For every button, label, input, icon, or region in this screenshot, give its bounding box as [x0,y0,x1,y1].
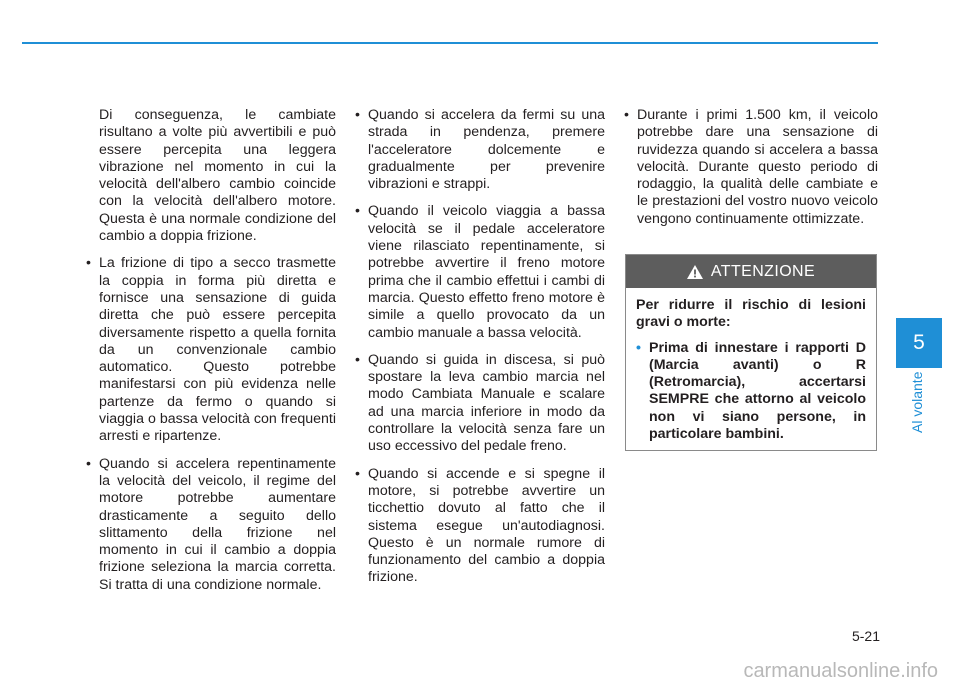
list-item: • La frizione di tipo a secco trasmette la coppia in forma più diretta e fornisce una sensazione di guida diretta che può essere percepita diversamente rispetto a quella fornita da un convenzionale cambio automatico. Questo potrebbe manifestarsi con più evidenza nelle partenze da fermo o quando si viaggia o bassa velocità con frequenti arresti e ripartenze. [86,255,336,445]
chapter-number: 5 [913,331,925,354]
warning-item: • Prima di innestare i rapporti D (Marcia avanti) o R (Retromarcia), accertarsi SEMPRE che attorno al veicolo non vi siano persone, in particolare bambini. [636,340,866,444]
warning-body [626,288,876,443]
list-item: • Quando si accende e si spegne il motore, si potrebbe avvertire un ticchettio dovuto al fatto che il sistema esegue un'autodiagnosi. Questo è un normale rumore di funzionamento del cambio a doppia frizione. [355,466,605,587]
column-3 [624,107,878,238]
chapter-tab [896,318,942,368]
warning-header [626,255,876,288]
section-label: Al volante [909,371,925,433]
page-number: 5-21 [851,628,880,644]
list-item: • Quando si accelera repentinamente la velocità del veicolo, il regime del motore potrebbe aumentare drasticamente a seguito dello slittamento della frizione nel momento in cui il cambio a doppia frizione seleziona la marcia corretta. Si tratta di una condizione normale. [86,456,336,594]
header-rule [22,42,878,44]
column-1 [86,107,336,604]
list-item: • Quando si accelera da fermi su una strada in pendenza, premere l'acceleratore dolcemente e gradualmente per prevenire vibrazioni e strappi. [355,107,605,193]
warning-box [625,254,877,451]
column-2 [355,107,605,597]
list-item: • Durante i primi 1.500 km, il veicolo potrebbe dare una sensazione di ruvidezza quando si accelera a bassa velocità. Durante questo periodo di rodaggio, la qualità delle cambiate e le prestazioni del vostro nuovo veicolo vengono continuamente ottimizzate. [624,107,878,228]
watermark: carmanualsonline.info [743,660,938,682]
warning-intro: Per ridurre il rischio di lesioni gravi o morte: [636,297,866,331]
intro-paragraph: Di conseguenza, le cambiate risultano a volte più avvertibili e può essere percepita una leggera vibrazione nel momento in cui la velocità dell'albero cambio coincide con la velocità dell'albero motore. Questa è una normale condizione del cambio a doppia frizione. [99,107,336,245]
warning-triangle-icon [687,265,703,279]
list-item: • Quando si guida in discesa, si può spostare la leva cambio marcia nel modo Cambiata Manuale e scalare ad una marcia inferiore in modo da controllare la velocità senza fare un uso eccessivo del pedale freno. [355,352,605,456]
warning-title: ATTENZIONE [710,262,816,280]
list-item: • Quando il veicolo viaggia a bassa velocità se il pedale acceleratore viene rilasciato repentinamente, si potrebbe avvertire il freno motore prima che il cambio effettui i cambi di marcia. Questo effetto freno motore è simile a quello provocato da un cambio manuale a bassa velocità. [355,203,605,341]
